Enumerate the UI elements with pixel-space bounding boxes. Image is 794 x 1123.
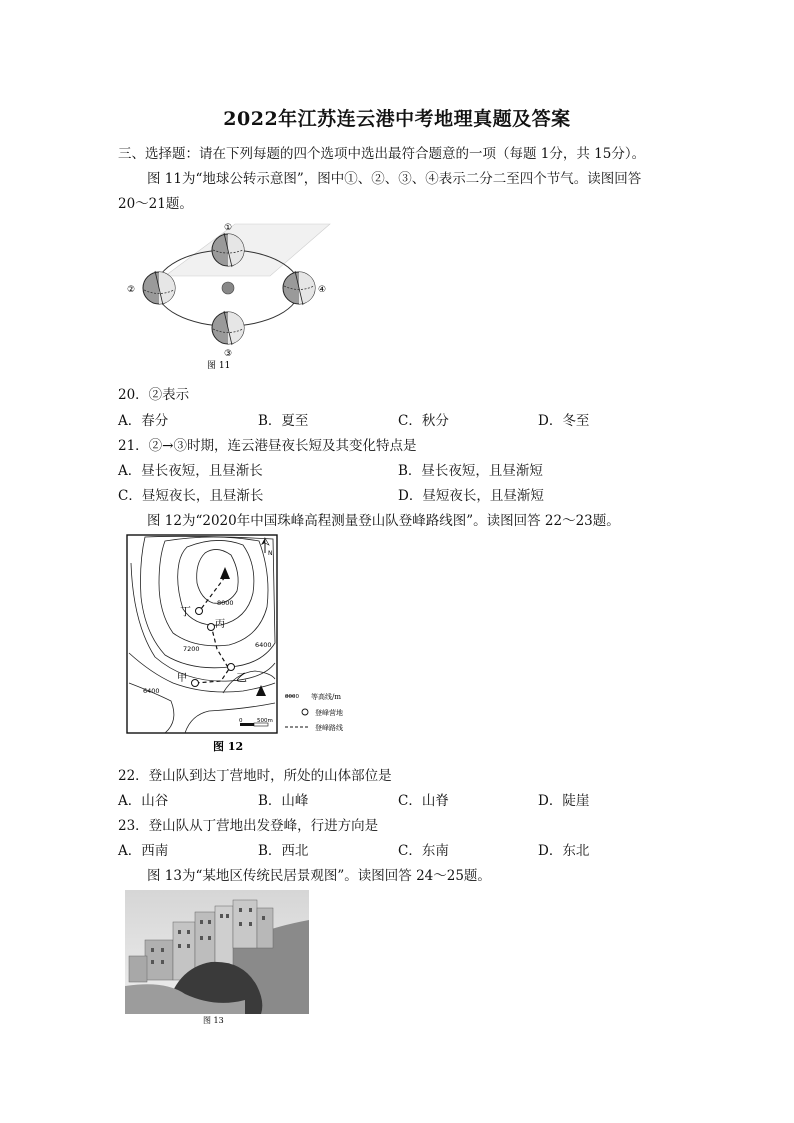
scale-zero-label: 0 — [239, 718, 243, 724]
contour-label-7200: 7200 — [183, 645, 200, 653]
q21-option-c: C．昼短夜长，且昼渐长 — [118, 488, 264, 504]
camp-bing-label: 丙 — [215, 619, 225, 630]
camp-yi-marker — [228, 664, 235, 671]
q23-option-c: C．东南 — [398, 843, 449, 859]
q21-option-a: A．昼长夜短，且昼渐长 — [118, 463, 263, 479]
scale-500-label: 500m — [257, 718, 273, 724]
legend-contour-value: 8000 — [285, 694, 299, 700]
camp-ding-label: 丁 — [180, 605, 191, 618]
fig13-caption: 图 13 — [203, 1016, 224, 1025]
earth-position-2 — [143, 271, 175, 305]
earth-position-1 — [212, 233, 244, 267]
fig11-label-4: ④ — [318, 285, 327, 295]
north-label: N — [268, 550, 273, 557]
q20-stem: 20．②表示 — [118, 387, 190, 403]
q23-option-a: A．西南 — [118, 843, 169, 859]
camp-yi-label: 乙 — [236, 671, 247, 684]
sun-icon — [222, 282, 234, 294]
q21-option-d: D．昼短夜长，且昼渐短 — [398, 488, 544, 504]
fig11-orbit-diagram — [125, 218, 335, 376]
q23-stem: 23．登山队从丁营地出发登峰，行进方向是 — [118, 818, 379, 834]
contour-label-6400-east: 6400 — [255, 641, 272, 649]
q23-option-b: B．西北 — [258, 843, 309, 859]
q22-option-b: B．山峰 — [258, 793, 309, 809]
map-frame — [127, 535, 277, 733]
fig11-intro-line2: 20～21题。 — [118, 196, 193, 212]
earth-position-4 — [283, 271, 315, 305]
legend-contour-text: 等高线/m — [311, 693, 341, 701]
fig11-label-2: ② — [127, 285, 136, 295]
camp-jia-label: 甲 — [177, 673, 187, 684]
fig11-caption: 图 11 — [207, 361, 231, 371]
q20-option-a: A．春分 — [118, 413, 169, 429]
page-title: 2022年江苏连云港中考地理真题及答案 — [223, 108, 571, 130]
legend-camp-symbol — [302, 709, 308, 715]
fig11-label-1: ① — [224, 223, 233, 233]
fig12-intro: 图 12为“2020年中国珠峰高程测量登山队登峰路线图”。读图回答 22～23题。 — [147, 513, 620, 529]
q22-option-a: A．山谷 — [118, 793, 169, 809]
q20-option-b: B．夏至 — [258, 413, 309, 429]
fig13-dwelling-photo — [125, 890, 309, 1026]
fig12-route-map — [125, 533, 375, 755]
section-heading: 三、选择题：请在下列每题的四个选项中选出最符合题意的一项（每题 1分，共 15分）。 — [118, 146, 646, 162]
camp-jia-marker — [192, 680, 199, 687]
earth-position-3 — [212, 311, 244, 345]
legend-route-text: 登峰路线 — [315, 724, 343, 732]
contour-label-8000: 8000 — [217, 599, 234, 607]
q21-stem: 21．②→③时期，连云港昼夜长短及其变化特点是 — [118, 438, 417, 454]
q20-option-c: C．秋分 — [398, 413, 449, 429]
q22-option-d: D．陡崖 — [538, 793, 590, 809]
q20-option-d: D．冬至 — [538, 413, 590, 429]
camp-ding-marker — [196, 608, 203, 615]
contour-label-6400-west: 6400 — [143, 687, 160, 695]
q23-option-d: D．东北 — [538, 843, 590, 859]
fig11-label-3: ③ — [224, 349, 233, 359]
legend-camp-text: 登峰营地 — [315, 709, 343, 717]
camp-bing-marker — [208, 624, 215, 631]
q22-stem: 22．登山队到达丁营地时，所处的山体部位是 — [118, 768, 392, 784]
q22-option-c: C．山脊 — [398, 793, 449, 809]
map-legend — [285, 692, 343, 732]
fig13-intro: 图 13为“某地区传统民居景观图”。读图回答 24～25题。 — [147, 868, 491, 884]
fig11-intro-line1: 图 11为“地球公转示意图”，图中①、②、③、④表示二分二至四个节气。读图回答 — [147, 171, 642, 187]
q21-option-b: B．昼长夜短，且昼渐短 — [398, 463, 543, 479]
orbit-plane — [165, 224, 330, 276]
fig12-caption: 图 12 — [213, 740, 244, 753]
